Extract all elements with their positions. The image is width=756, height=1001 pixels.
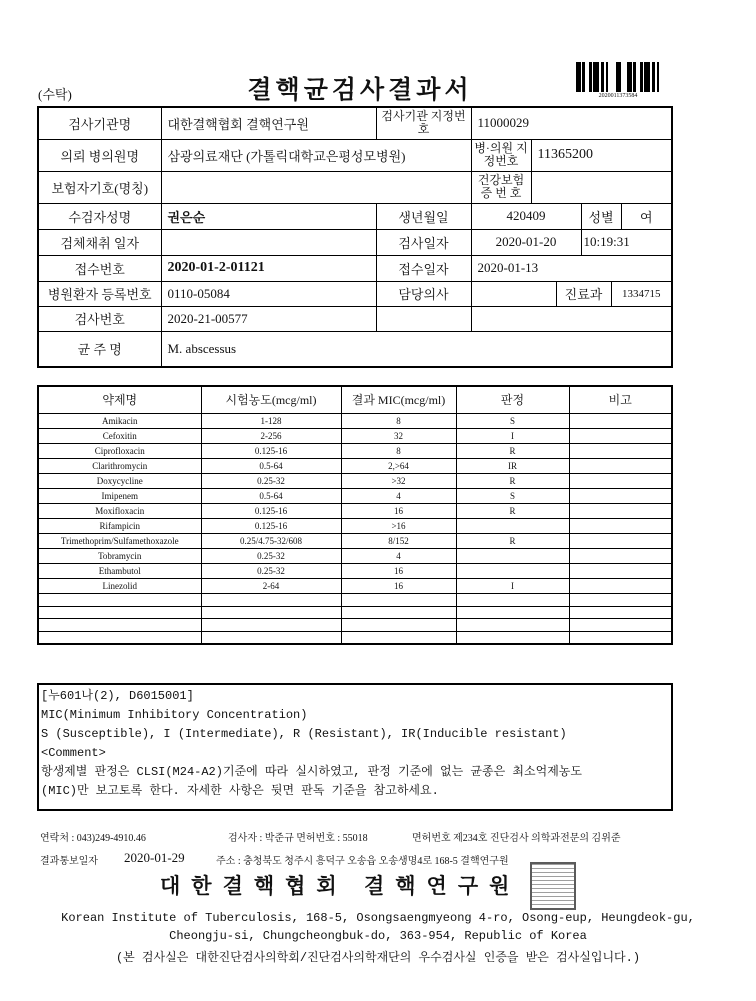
table-row: [38, 429, 672, 444]
mic-result: 16: [341, 579, 456, 594]
patient-label: 수검자성명: [38, 203, 161, 229]
mic-result: 2,>64: [341, 459, 456, 474]
mic-result: 32: [341, 429, 456, 444]
empty-cell: [341, 631, 456, 644]
header-interpretation: 판정: [456, 386, 569, 414]
barcode-bar: [642, 62, 643, 92]
drug-name: Imipenem: [38, 489, 201, 504]
barcode-bar: [582, 62, 585, 92]
note-line: (MIC)만 보고토록 한다. 자세한 사항은 뒷면 판독 기준을 참고하세요.: [41, 784, 439, 798]
mic-result: >16: [341, 519, 456, 534]
note-line: 항생제별 판정은 CLSI(M24-A2)기준에 따라 실시하였고, 판정 기준에 없는 균종은 최소억제농도: [41, 765, 582, 779]
empty-cell: [569, 606, 672, 619]
test-concentration: 0.125-16: [201, 519, 341, 534]
empty-cell: [201, 619, 341, 632]
doctor-label: 담당의사: [376, 281, 471, 306]
mic-result: 8/152: [341, 534, 456, 549]
blank-cell: [471, 306, 672, 331]
note-line: <Comment>: [41, 746, 106, 760]
barcode-bar: [606, 62, 608, 92]
barcode-bar: [589, 62, 591, 92]
remarks: [569, 504, 672, 519]
blank-cell: [376, 306, 471, 331]
dept: 1334715: [611, 281, 672, 306]
empty-cell: [456, 594, 569, 607]
english-address-line1: Korean Institute of Tuberculosis, 168-5, Osongsaengmyeong 4-ro, Osong-eup, Heungdeok-gu,: [61, 911, 695, 925]
table-row: [38, 504, 672, 519]
english-address-line2: Cheongju-si, Chungcheongbuk-do, 363-954, Republic of Korea: [169, 929, 587, 943]
hospital-code-label: 병·의원 지정번호: [471, 139, 531, 171]
mic-result: 8: [341, 444, 456, 459]
interpretation: R: [456, 534, 569, 549]
test-concentration: 2-256: [201, 429, 341, 444]
address: 주소 : 충청북도 청주시 흥덕구 오송읍 오송생명4로 168-5 결핵연구원: [216, 856, 509, 867]
sex: 여: [621, 203, 672, 229]
examiner: 검사자 : 박준규 면허번호 : 55018: [228, 833, 368, 844]
test-concentration: 0.25-32: [201, 474, 341, 489]
lab-name-label: 검사기관명: [38, 107, 161, 139]
specialist: 면허번호 제234호 진단검사 의학과전문의 김위준: [412, 833, 621, 844]
drug-name: Amikacin: [38, 414, 201, 429]
test-concentration: 0.125-16: [201, 504, 341, 519]
drug-name: Ciprofloxacin: [38, 444, 201, 459]
interpretation: S: [456, 489, 569, 504]
receipt-no-label: 접수번호: [38, 255, 161, 281]
sample-date: [161, 229, 376, 255]
barcode-bar: [631, 62, 632, 92]
consign-label: (수탁): [38, 87, 72, 102]
test-concentration: 0.25-32: [201, 564, 341, 579]
test-concentration: 0.5-64: [201, 489, 341, 504]
report-date-label: 결과통보일자: [40, 856, 98, 867]
patient-reg-label: 병원환자 등록번호: [38, 281, 161, 306]
empty-cell: [341, 594, 456, 607]
empty-cell: [201, 631, 341, 644]
insurer: [161, 171, 471, 203]
notes-box: [37, 683, 673, 811]
test-concentration: 0.125-16: [201, 444, 341, 459]
drug-name: Linezolid: [38, 579, 201, 594]
interpretation: I: [456, 429, 569, 444]
table-row: [38, 474, 672, 489]
remarks: [569, 474, 672, 489]
barcode-bar: [593, 62, 594, 92]
test-concentration: 1-128: [201, 414, 341, 429]
strain: M. abscessus: [161, 331, 672, 367]
interpretation: [456, 564, 569, 579]
drug-name: Moxifloxacin: [38, 504, 201, 519]
mic-result: 8: [341, 414, 456, 429]
barcode-bar: [617, 62, 619, 92]
insurance-no: [531, 171, 672, 203]
table-row: [38, 414, 672, 429]
remarks: [569, 444, 672, 459]
barcode-bar: [594, 62, 597, 92]
remarks: [569, 534, 672, 549]
barcode-bar: [640, 62, 642, 92]
empty-cell: [38, 606, 201, 619]
barcode-bar: [657, 62, 659, 92]
mic-result: 16: [341, 504, 456, 519]
drug-name: Tobramycin: [38, 549, 201, 564]
empty-row: [38, 606, 672, 619]
receipt-no: 2020-01-2-01121: [161, 255, 376, 281]
header-concentration: 시험농도(mcg/ml): [201, 386, 341, 414]
hospital-label: 의뢰 병의원명: [38, 139, 161, 171]
patient-name: 권은순: [161, 203, 376, 229]
mic-result: 4: [341, 549, 456, 564]
sex-label: 성별: [581, 203, 621, 229]
patient-reg: 0110-05084: [161, 281, 376, 306]
test-date-label: 검사일자: [376, 229, 471, 255]
interpretation: R: [456, 444, 569, 459]
header-remarks: 비고: [569, 386, 672, 414]
barcode-bar: [619, 62, 621, 92]
table-row: [38, 549, 672, 564]
document-title: 결핵균검사결과서: [247, 77, 473, 104]
drug-name: Rifampicin: [38, 519, 201, 534]
empty-row: [38, 594, 672, 607]
barcode-bar: [627, 62, 629, 92]
mic-result: >32: [341, 474, 456, 489]
interpretation: [456, 549, 569, 564]
doctor: [471, 281, 556, 306]
remarks: [569, 429, 672, 444]
barcode-bar: [645, 62, 648, 92]
barcode: [570, 62, 666, 92]
barcode-bar: [633, 62, 636, 92]
test-date: 2020-01-20: [471, 229, 581, 255]
table-row: [38, 564, 672, 579]
hospital-code: 11365200: [531, 139, 672, 171]
interpretation: R: [456, 474, 569, 489]
test-concentration: 0.5-64: [201, 459, 341, 474]
barcode-bar: [576, 62, 578, 92]
table-row: [38, 534, 672, 549]
table-row: [38, 459, 672, 474]
barcode-bar: [652, 62, 655, 92]
test-time: 10:19:31: [581, 229, 672, 255]
lab-code: 11000029: [471, 107, 672, 139]
official-seal: [530, 862, 576, 910]
remarks: [569, 489, 672, 504]
drug-name: Cefoxitin: [38, 429, 201, 444]
empty-cell: [569, 631, 672, 644]
remarks: [569, 549, 672, 564]
table-row: [38, 444, 672, 459]
remarks: [569, 459, 672, 474]
drug-name: Clarithromycin: [38, 459, 201, 474]
birth-label: 생년월일: [376, 203, 471, 229]
barcode-number: 2020011373584: [598, 93, 638, 99]
lab-code-label: 검사기관 지정번호: [376, 107, 471, 139]
header-mic: 결과 MIC(mcg/ml): [341, 386, 456, 414]
empty-cell: [38, 594, 201, 607]
interpretation: S: [456, 414, 569, 429]
drug-name: Ethambutol: [38, 564, 201, 579]
empty-row: [38, 619, 672, 632]
barcode-bar: [629, 62, 631, 92]
empty-cell: [38, 631, 201, 644]
remarks: [569, 564, 672, 579]
note-line: S (Susceptible), I (Intermediate), R (Resistant), IR(Inducible resistant): [41, 727, 567, 741]
hospital: 삼광의료재단 (가톨릭대학교은평성모병원): [161, 139, 471, 171]
remarks: [569, 519, 672, 534]
strain-label: 균 주 명: [38, 331, 161, 367]
header-drug: 약제명: [38, 386, 201, 414]
barcode-bar: [616, 62, 617, 92]
empty-cell: [456, 631, 569, 644]
empty-cell: [201, 594, 341, 607]
remarks: [569, 414, 672, 429]
test-concentration: 0.25/4.75-32/608: [201, 534, 341, 549]
mic-result: 16: [341, 564, 456, 579]
empty-row: [38, 631, 672, 644]
patient-info-table: [37, 106, 673, 368]
empty-cell: [456, 606, 569, 619]
interpretation: R: [456, 504, 569, 519]
table-row: [38, 489, 672, 504]
test-no-label: 검사번호: [38, 306, 161, 331]
birth-date: 420409: [471, 203, 581, 229]
remarks: [569, 579, 672, 594]
test-concentration: 0.25-32: [201, 549, 341, 564]
table-row: [38, 579, 672, 594]
empty-cell: [341, 606, 456, 619]
drug-name: Doxycycline: [38, 474, 201, 489]
empty-cell: [456, 619, 569, 632]
susceptibility-table: [37, 385, 673, 645]
lab-name: 대한결핵협회 결핵연구원: [161, 107, 376, 139]
interpretation: I: [456, 579, 569, 594]
empty-cell: [201, 606, 341, 619]
empty-cell: [38, 619, 201, 632]
insurer-label: 보험자기호(명칭): [38, 171, 161, 203]
interpretation: [456, 519, 569, 534]
barcode-bar: [578, 62, 580, 92]
barcode-bar: [644, 62, 645, 92]
barcode-bar: [597, 62, 599, 92]
empty-cell: [341, 619, 456, 632]
barcode-bar: [591, 62, 592, 92]
test-concentration: 2-64: [201, 579, 341, 594]
report-date: 2020-01-29: [124, 850, 185, 865]
note-line: MIC(Minimum Inhibitory Concentration): [41, 708, 308, 722]
drug-name: Trimethoprim/Sulfamethoxazole: [38, 534, 201, 549]
contact: 연락처 : 043)249-4910.46: [40, 833, 146, 844]
barcode-bar: [601, 62, 604, 92]
mic-result: 4: [341, 489, 456, 504]
receipt-date: 2020-01-13: [471, 255, 672, 281]
certification-note: (본 검사실은 대한진단검사의학회/진단검사의학재단의 우수검사실 인증을 받은 검사실입니다.): [115, 951, 641, 965]
organization-name: 대한결핵협회 결핵연구원: [160, 874, 521, 898]
sample-date-label: 검체채취 일자: [38, 229, 161, 255]
empty-cell: [569, 594, 672, 607]
test-no: 2020-21-00577: [161, 306, 376, 331]
receipt-date-label: 접수일자: [376, 255, 471, 281]
barcode-bar: [580, 62, 581, 92]
insurance-no-label: 건강보험 증 번 호: [471, 171, 531, 203]
table-row: [38, 519, 672, 534]
dept-label: 진료과: [556, 281, 611, 306]
empty-cell: [569, 619, 672, 632]
note-line: [누601나(2), D6015001]: [41, 689, 194, 703]
interpretation: IR: [456, 459, 569, 474]
barcode-bar: [648, 62, 650, 92]
